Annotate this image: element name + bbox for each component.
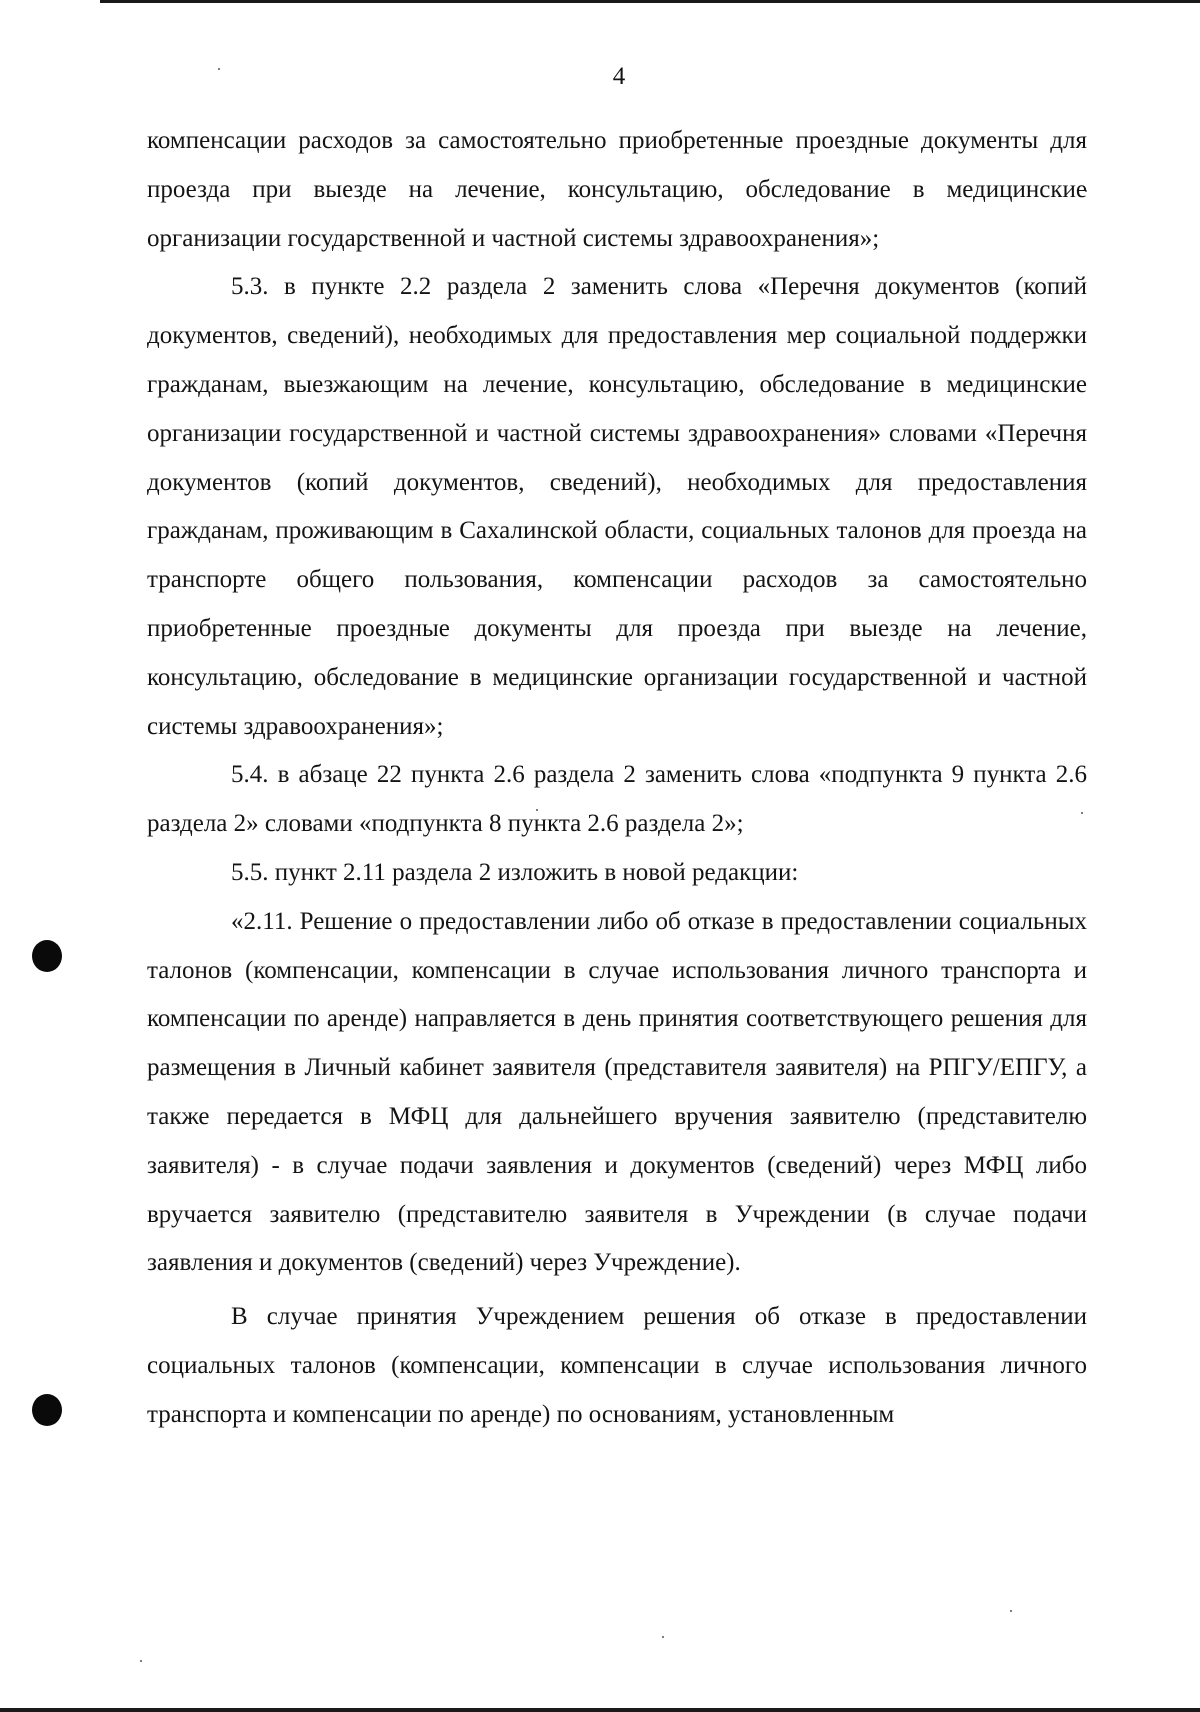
page-number: 4	[612, 63, 626, 90]
paragraph-item-5-5: 5.5. пункт 2.11 раздела 2 изложить в новой редакции:	[231, 858, 799, 886]
paragraph-section-2-11: «2.11. Решение о предоставлении либо об отказе в предоставлении социальных талонов (компенсации, компенсации в случае использования личного транспорта и компенсации по аренде) направляется в день принятия соответствующего решения для размещения в Личный кабинет заявителя (представителя заявителя) на РПГУ/ЕПГУ, а также передается в МФЦ для дальнейшего вручения заявителю (представителю заявителя) - в случае подачи заявления и документов (сведений) через МФЦ либо вручается заявителю (представителю заявителя в Учреждении (в случае подачи заявления и документов (сведений) через Учреждение).	[147, 907, 1087, 1277]
document-body	[147, 117, 1087, 1440]
paragraph-refusal-case: В случае принятия Учреждением решения об отказе в предоставлении социальных талонов (компенсации, компенсации в случае использования личного транспорта и компенсации по аренде) по основаниям, установленным	[147, 1303, 1087, 1428]
scan-edge-bottom	[0, 1708, 1200, 1712]
scan-speck	[1010, 1610, 1012, 1612]
scan-speck	[140, 1660, 142, 1662]
scan-speck	[662, 1636, 664, 1638]
paragraph-continuation: компенсации расходов за самостоятельно приобретенные проездные документы для проезда при выезде на лечение, консультацию, обследование в медицинские организации государственной и частной системы здравоохранения»;	[147, 127, 1087, 252]
scan-edge-top	[100, 0, 1200, 3]
punch-hole-lower	[32, 1394, 62, 1426]
paragraph-item-5-3: 5.3. в пункте 2.2 раздела 2 заменить слова «Перечня документов (копий документов, сведений), необходимых для предоставления мер социальной поддержки гражданам, выезжающим на лечение, консультацию, обследование в медицинские организации государственной и частной системы здравоохранения» словами «Перечня документов (копий документов, сведений), необходимых для предоставления гражданам, проживающим в Сахалинской области, социальных талонов для проезда на транспорте общего пользования, компенсации расходов за самостоятельно приобретенные проездные документы для проезда при выезде на лечение, консультацию, обследование в медицинские организации государственной и частной системы здравоохранения»;	[147, 273, 1087, 740]
punch-hole-upper	[32, 940, 62, 972]
paragraph-item-5-4: 5.4. в абзаце 22 пункта 2.6 раздела 2 заменить слова «подпункта 9 пункта 2.6 раздела 2» словами «подпункта 8 пункта 2.6 раздела 2»;	[147, 761, 1087, 838]
